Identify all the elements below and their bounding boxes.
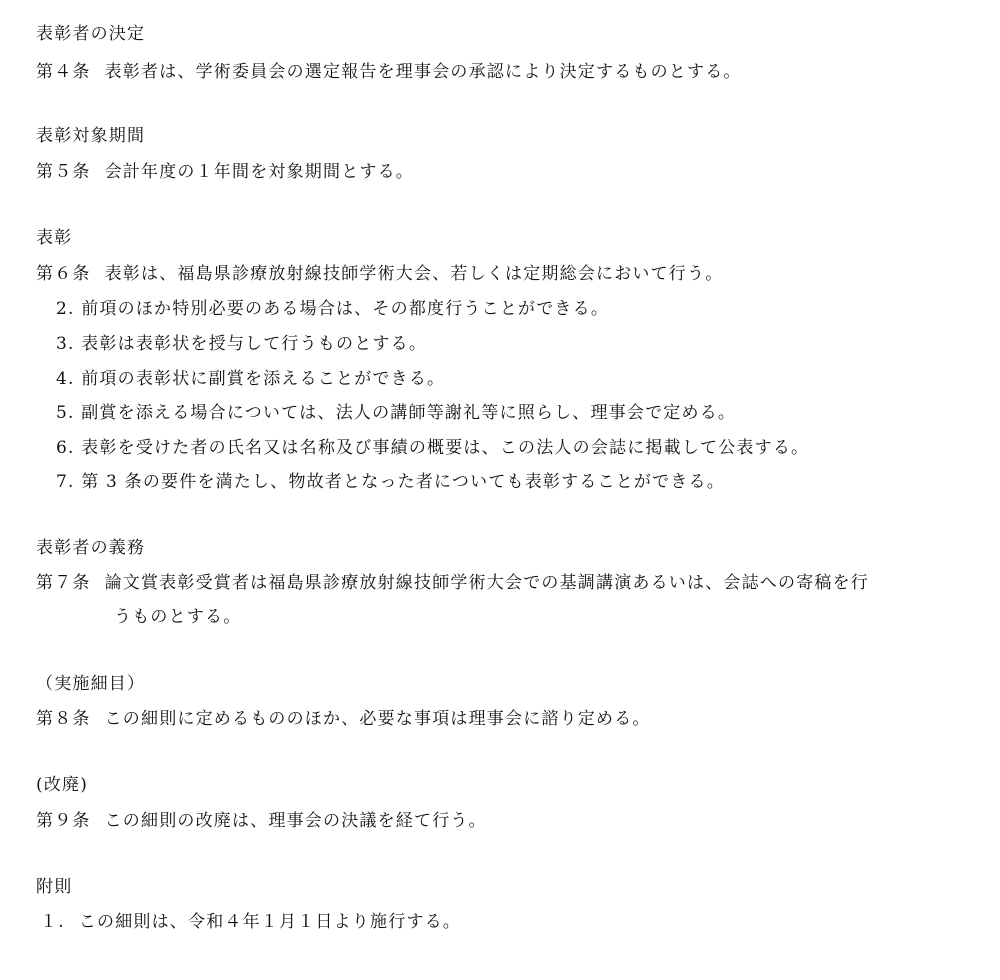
article-number: 第６条 (36, 264, 91, 284)
article-number: 第８条 (36, 709, 91, 729)
item-number: 7. (56, 472, 75, 492)
list-item (56, 332, 980, 356)
article-7 (36, 571, 980, 595)
item-text: 前項の表彰状に副賞を添えることができる。 (81, 369, 446, 389)
article-text: 表彰は、福島県診療放射線技師学術大会、若しくは定期総会において行う。 (104, 264, 724, 284)
article-6 (36, 262, 980, 286)
section-heading-amendment: (改廃) (36, 775, 89, 795)
article-number: 第９条 (36, 811, 91, 831)
article-7-continuation: うものとする。 (114, 607, 242, 627)
list-item (56, 436, 980, 460)
list-item (36, 910, 980, 934)
article-number: 第７条 (36, 573, 91, 593)
article-number: 第４条 (36, 62, 91, 82)
list-item (56, 470, 980, 494)
item-number: 4. (56, 369, 75, 389)
item-number: 2. (56, 299, 75, 319)
article-text: 会計年度の１年間を対象期間とする。 (104, 162, 415, 182)
article-9 (36, 809, 980, 833)
section-heading-recipient-duty: 表彰者の義務 (36, 538, 146, 558)
article-number: 第５条 (36, 162, 91, 182)
item-text: 前項のほか特別必要のある場合は、その都度行うことができる。 (81, 299, 610, 319)
section-heading-recipient-decision: 表彰者の決定 (36, 24, 146, 44)
article-text: この細則の改廃は、理事会の決議を経て行う。 (104, 811, 487, 831)
section-heading-award-period: 表彰対象期間 (36, 126, 146, 146)
article-4 (36, 60, 980, 84)
item-number: 6. (56, 438, 75, 458)
section-heading-supplementary: 附則 (36, 877, 73, 897)
item-number: １. (40, 912, 65, 932)
list-item (56, 297, 980, 321)
section-heading-award: 表彰 (36, 228, 73, 248)
item-text: 第 3 条の要件を満たし、物故者となった者についても表彰することができる。 (81, 472, 725, 492)
item-number: 5. (56, 403, 75, 423)
article-5 (36, 160, 980, 184)
item-text: 表彰を受けた者の氏名又は名称及び事績の概要は、この法人の会誌に掲載して公表する。 (81, 438, 810, 458)
article-text: 論文賞表彰受賞者は福島県診療放射線技師学術大会での基調講演あるいは、会誌への寄稿を行 (104, 573, 870, 593)
item-number: 3. (56, 334, 75, 354)
article-8 (36, 707, 980, 731)
list-item (56, 401, 980, 425)
section-heading-implementation-details: （実施細目） (36, 674, 146, 694)
list-item (56, 367, 980, 391)
article-text: この細則に定めるもののほか、必要な事項は理事会に諮り定める。 (104, 709, 651, 729)
item-text: 副賞を添える場合については、法人の講師等謝礼等に照らし、理事会で定める。 (81, 403, 737, 423)
item-text: 表彰は表彰状を授与して行うものとする。 (81, 334, 428, 354)
article-text: 表彰者は、学術委員会の選定報告を理事会の承認により決定するものとする。 (104, 62, 742, 82)
item-text: この細則は、令和４年１月１日より施行する。 (78, 912, 462, 932)
